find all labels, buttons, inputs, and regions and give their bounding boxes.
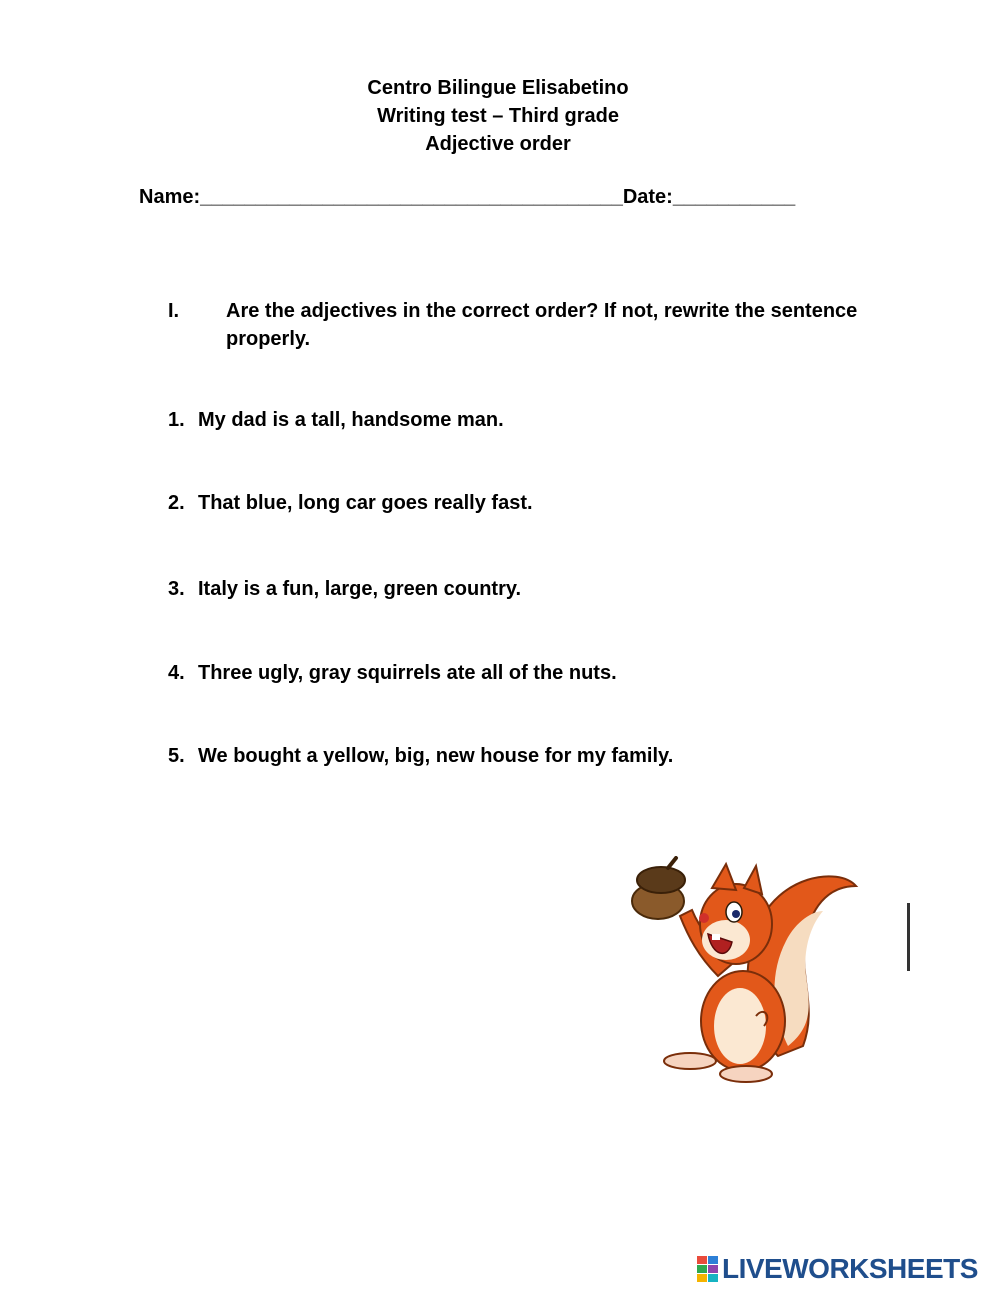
topic-title: Adjective order [425,133,571,155]
test-title: Writing test – Third grade [377,105,619,127]
date-blank[interactable]: ___________ [672,186,796,208]
worksheet-header [0,74,996,158]
liveworksheets-blocks-icon [697,1256,719,1282]
name-label: Name: [139,186,201,208]
item-number: 3. [168,578,185,600]
list-item [168,492,533,515]
list-item [168,409,504,432]
item-number: 1. [168,409,185,431]
date-label: Date: [622,186,673,208]
item-text: That blue, long car goes really fast. [198,492,533,514]
list-item [168,745,673,768]
item-text: Three ugly, gray squirrels ate all of the nuts. [198,662,617,684]
school-name: Centro Bilingue Elisabetino [367,77,629,99]
logo-text: LIVEWORKSHEETS [722,1253,978,1284]
item-text: My dad is a tall, handsome man. [198,409,504,431]
list-item [168,662,617,685]
item-number: 2. [168,492,185,514]
name-blank[interactable]: ______________________________________ [200,186,623,208]
list-item [168,578,521,601]
section-instruction [168,297,888,353]
section-numeral: I. [168,300,180,322]
item-text: Italy is a fun, large, green country. [198,578,522,600]
instruction-text: Are the adjectives in the correct order? If not, rewrite the sentence properly. [226,300,858,350]
item-text: We bought a yellow, big, new house for my family. [198,745,674,767]
item-number: 4. [168,662,185,684]
scan-edge-mark [906,903,911,971]
name-date-line [139,186,795,209]
item-number: 5. [168,745,185,767]
squirrel-with-acorn-icon [628,856,864,1088]
liveworksheets-logo [697,1254,978,1284]
